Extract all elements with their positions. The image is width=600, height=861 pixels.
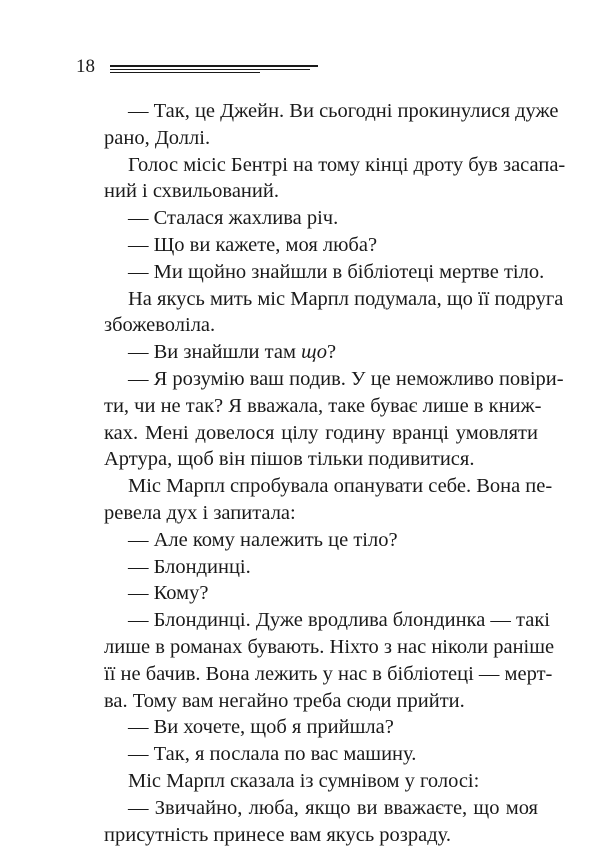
text-line: ти, чи не так? Я вважала, таке буває лише в книж- (104, 394, 542, 417)
header-rule-mid (110, 69, 310, 70)
text-line: — Що ви кажете, моя люба? (128, 233, 378, 256)
text-line: — Я розумію ваш подив. У це неможливо повіри- (128, 367, 564, 390)
text-segment: — Ви знайшли там (128, 341, 302, 364)
text-line: На якусь мить міс Марпл подумала, що її подруга (128, 287, 564, 310)
page-number: 18 (76, 56, 95, 77)
text-body (104, 98, 566, 848)
text-line: лише в романах бувають. Ніхто з нас ніколи раніше (104, 635, 555, 658)
text-line: присутність принесе вам якусь розраду. (104, 823, 451, 846)
text-line: збожеволіла. (104, 314, 216, 337)
text-line: — Блондинці. (128, 555, 251, 578)
text-line: ревела дух і запитала: (104, 501, 296, 524)
text-line: рано, Доллі. (104, 126, 211, 149)
page-header (76, 56, 326, 78)
text-line: Міс Марпл спробувала опанувати себе. Вона пе- (128, 475, 553, 498)
header-rule-thick (110, 65, 318, 67)
text-segment: ? (327, 341, 337, 364)
text-line: — Звичайно, люба, якщо ви вважаєте, що моя (128, 796, 538, 819)
text-line: — Блондинці. Дуже вродлива блондинка — такі (128, 609, 551, 632)
text-line: — Ви хочете, щоб я прийшла? (128, 716, 394, 739)
text-line (104, 339, 538, 366)
header-rule-thin (110, 72, 260, 73)
text-line: Артура, щоб він пішов тільки подивитися. (104, 448, 475, 471)
text-line: — Але кому належить це тіло? (128, 528, 398, 551)
text-line: ках. Мені довелося цілу годину вранці умовляти (104, 421, 538, 444)
text-line: — Кому? (128, 582, 209, 605)
text-line: ва. Тому вам негайно треба сюди прийти. (104, 689, 465, 712)
text-line: Голос місіс Бентрі на тому кінці дроту був засапа- (128, 153, 566, 176)
text-line: Міс Марпл сказала із сумнівом у голосі: (128, 769, 480, 792)
text-line: ний і схвильований. (104, 180, 279, 203)
text-line: — Ми щойно знайшли в бібліотеці мертве тіло. (128, 260, 545, 283)
text-line: її не бачив. Вона лежить у нас в бібліотеці — мерт- (104, 662, 553, 685)
italic-word: що (301, 341, 328, 364)
text-line: — Сталася жахлива річ. (128, 207, 339, 230)
text-line: — Так, я послала по вас машину. (128, 743, 417, 766)
text-line: — Так, це Джейн. Ви сьогодні прокинулися дуже (128, 100, 559, 122)
